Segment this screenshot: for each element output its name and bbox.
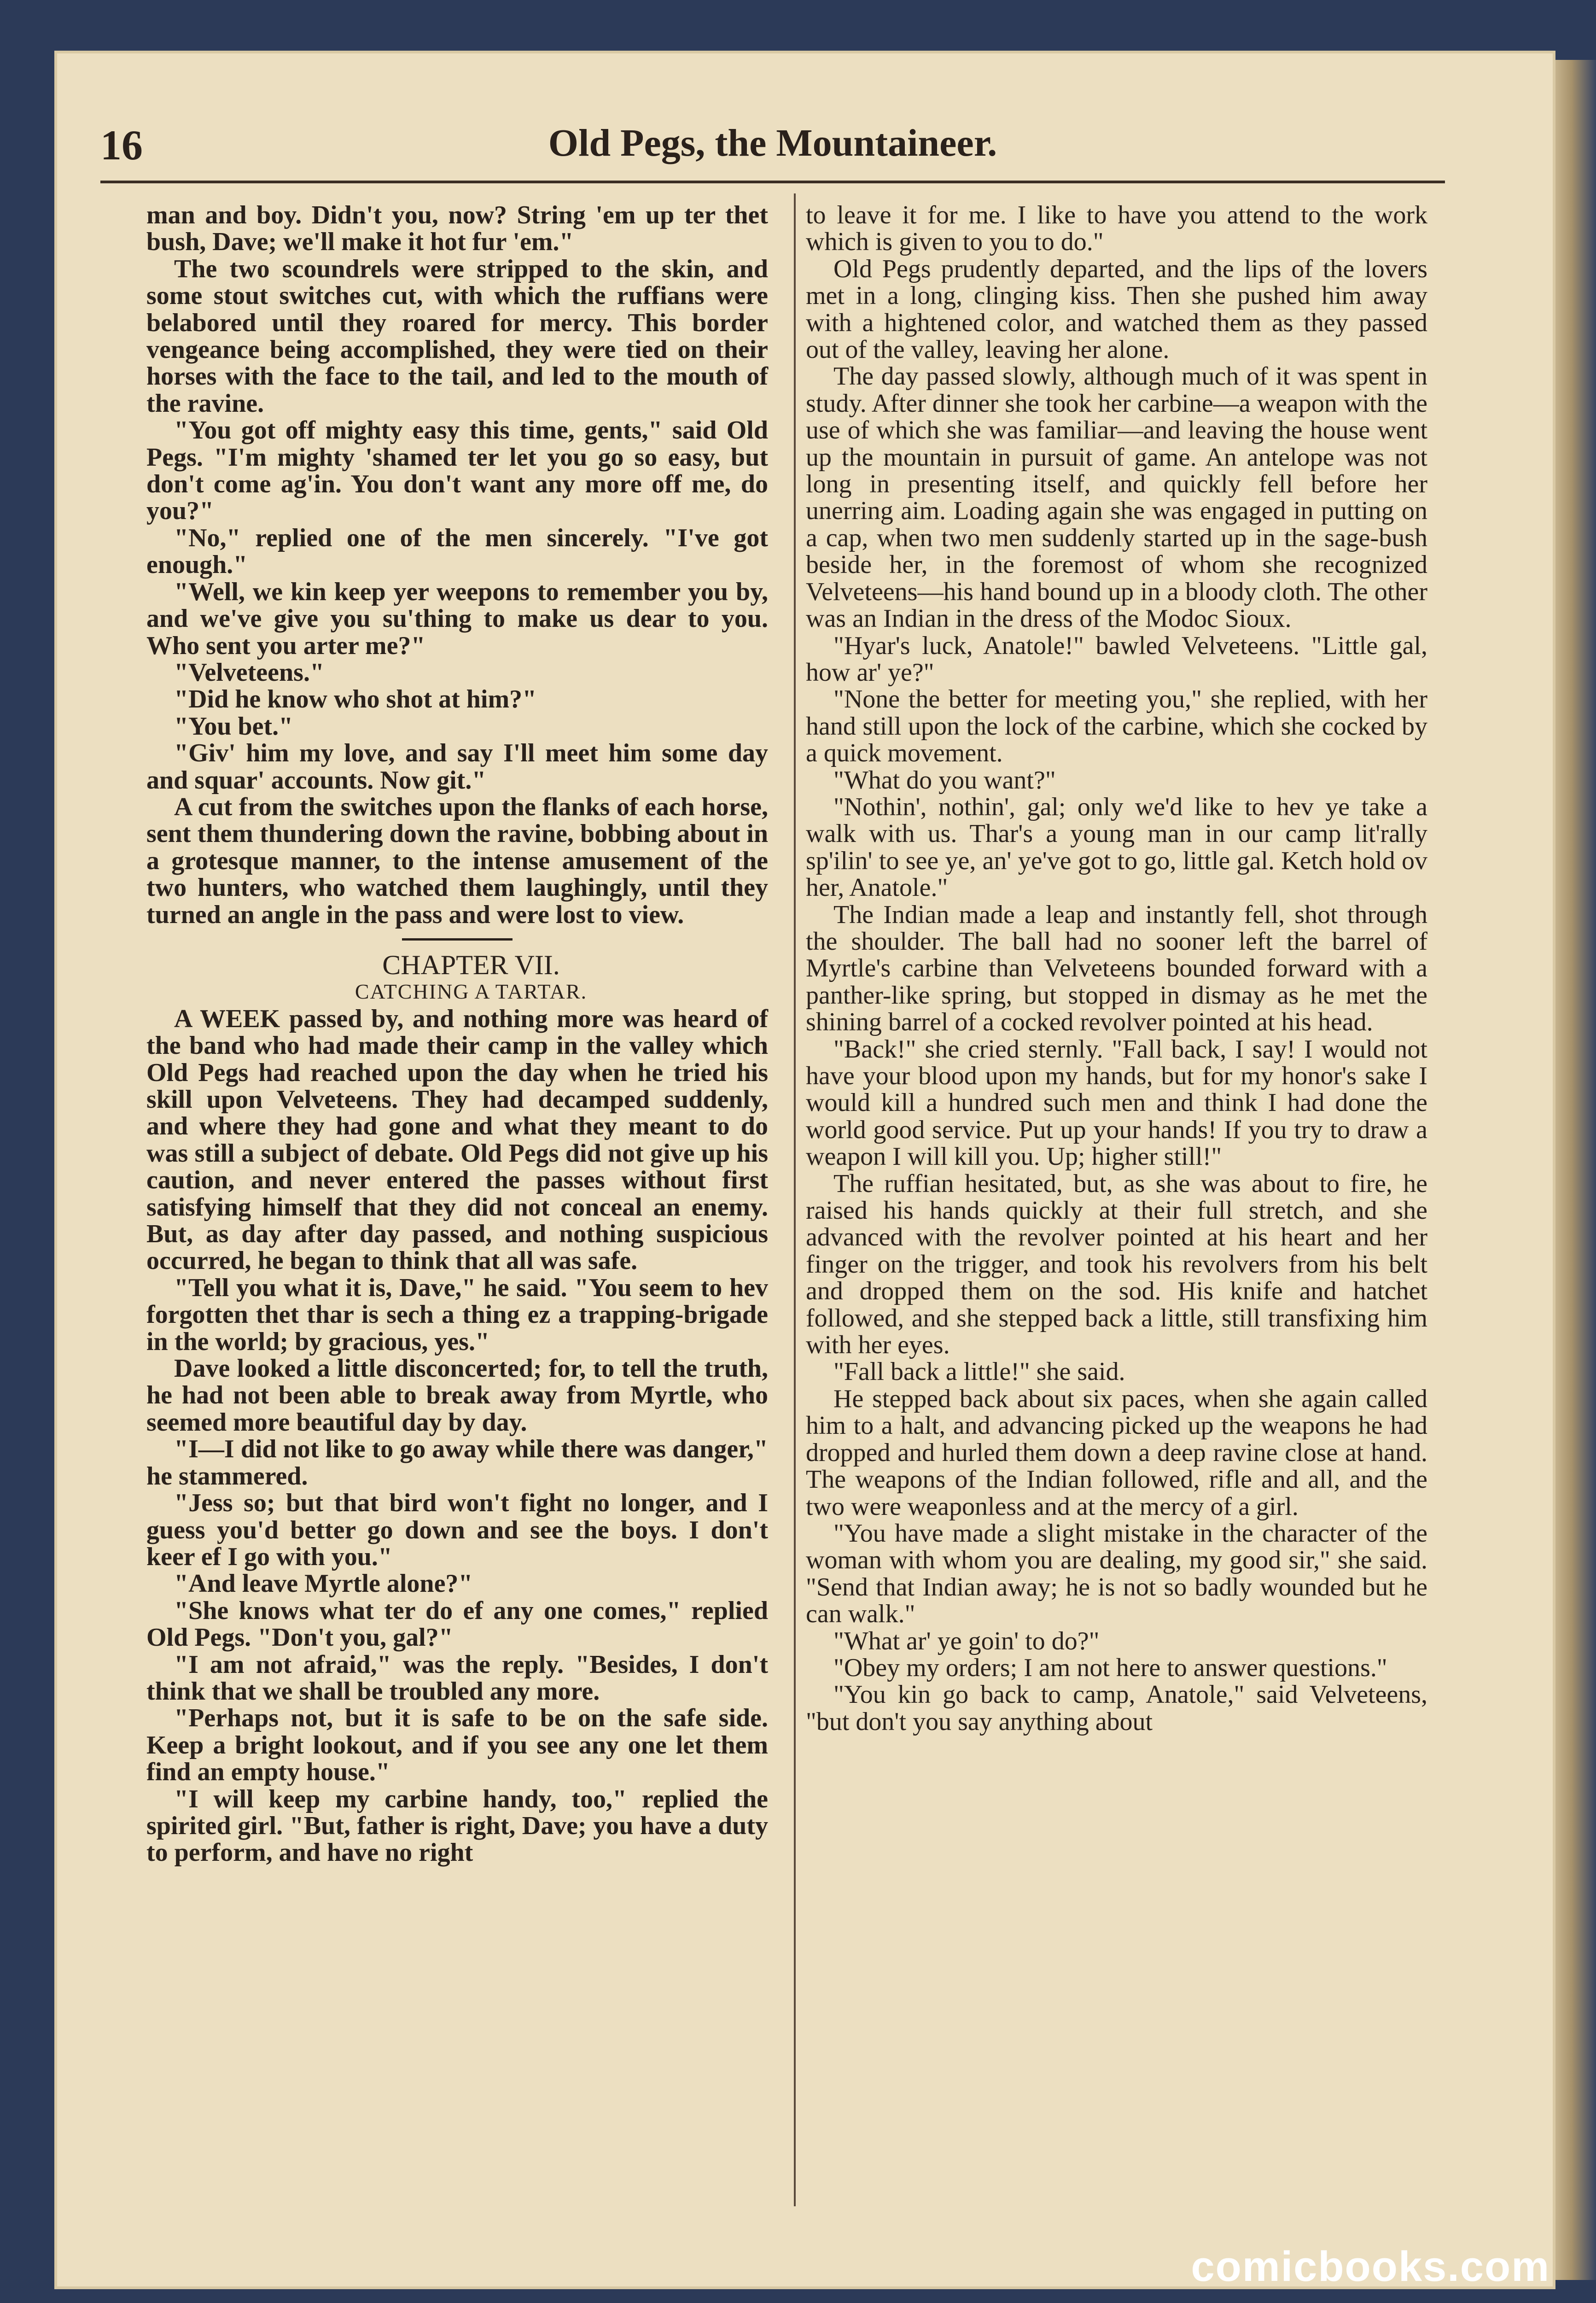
paragraph: "Back!" she cried sternly. "Fall back, I say! I would not have your blood upon my hands, but for my honor's sake I would kill a hundred such men and think I had done the world good service. Put up your hands! If you try to draw a weapon I will kill you. Up; higher still!" <box>806 1035 1427 1171</box>
paragraph: "Giv' him my love, and say I'll meet him some day and squar' accounts. Now git." <box>146 739 768 795</box>
paragraph: "Velveteens." <box>174 658 325 687</box>
paragraph: "Jess so; but that bird won't fight no longer, and I guess you'd better go down and see the boys. I don't keer ef I go with you." <box>146 1489 768 1571</box>
chapter-title: CHAPTER VII. <box>382 949 560 980</box>
paragraph: "You kin go back to camp, Anatole," said Velveteens, "but don't you say anything about <box>806 1680 1427 1736</box>
paragraph: Dave looked a little disconcerted; for, to tell the truth, he had not been able to break away from Myrtle, who seemed more beautiful day by day. <box>146 1354 768 1437</box>
paragraph: "Did he know who shot at him?" <box>174 685 537 714</box>
paragraph: "None the better for meeting you," she replied, with her hand still upon the lock of the carbine, which she cocked by a quick movement. <box>806 685 1427 768</box>
paragraph: "She knows what ter do ef any one comes," replied Old Pegs. "Don't you, gal?" <box>146 1596 768 1652</box>
paragraph: "Obey my orders; I am not here to answer questions." <box>833 1653 1387 1682</box>
paragraph: "Hyar's luck, Anatole!" bawled Velveteens. "Little gal, how ar' ye?" <box>806 631 1427 687</box>
page-header <box>100 121 1445 183</box>
paragraph: He stepped back about six paces, when she again called him to a halt, and advancing picked up the weapons he had dropped and hurled them down a deep ravine close at hand. The weapons of the Indian followed, rifle and all, and the two were weaponless and at the mercy of a girl. <box>806 1384 1427 1521</box>
paragraph: The Indian made a leap and instantly fell, shot through the shoulder. The ball had no sooner left the barrel of Myrtle's carbine than Velveteens bounded forward with a panther-like spring, but stopped in dismay as he met the shining barrel of a cocked revolver pointed at his head. <box>806 900 1427 1037</box>
paragraph: "Fall back a little!" she said. <box>833 1357 1125 1386</box>
paragraph: "What ar' ye goin' to do?" <box>833 1626 1100 1655</box>
paragraph: The day passed slowly, although much of it was spent in study. After dinner she took her carbine—a weapon with the use of which she was familiar—and leaving the house went up the mountain in pursuit of game. An antelope was not long in presenting itself, and quickly fell before her unerring aim. Loading again she was engaged in putting on a cap, when two men suddenly started up in the sage-bush beside her, in the foremost of whom she recognized Velveteens—his hand bound up in a bloody cloth. The other was an Indian in the dress of the Modoc Sioux. <box>806 362 1427 633</box>
chapter-divider <box>402 938 513 941</box>
page-number: 16 <box>100 122 143 169</box>
paragraph: "I am not afraid," was the reply. "Besides, I don't think that we shall be troubled any more. <box>146 1650 768 1706</box>
paragraph: "What do you want?" <box>833 766 1056 795</box>
paragraph: "I—I did not like to go away while there was danger," he stammered. <box>146 1435 768 1491</box>
paragraph: "Perhaps not, but it is safe to be on the safe side. Keep a bright lookout, and if you see any one let them find an empty house." <box>146 1704 768 1787</box>
paragraph: The two scoundrels were stripped to the skin, and some stout switches cut, with which the ruffians were belabored until they roared for mercy. This border vengeance being accomplished, they were tied on their horses with the face to the tail, and led to the mouth of the ravine. <box>146 254 768 418</box>
paragraph: "You have made a slight mistake in the character of the woman with whom you are dealing, my good sir," she said. "Send that Indian away; he is not so badly wounded but he can walk." <box>806 1519 1427 1629</box>
paragraph: "No," replied one of the men sincerely. "I've got enough." <box>146 523 768 579</box>
paragraph: "Nothin', nothin', gal; only we'd like to hev ye take a walk with us. Thar's a young man in our camp lit'rally sp'ilin' to see ye, an' ye've got to go, little gal. Ketch hold ov her, Anatole." <box>806 792 1427 902</box>
paragraph: "You bet." <box>174 712 293 741</box>
paragraph: to leave it for me. I like to have you attend to the work which is given to you to do." <box>806 201 1427 257</box>
right-column <box>806 202 1427 1735</box>
left-column <box>146 202 768 1866</box>
column-divider <box>794 193 796 2206</box>
page-edge <box>1555 60 1596 2280</box>
paragraph: Old Pegs prudently departed, and the lips of the lovers met in a long, clinging kiss. Then she pushed him away with a hightened color, and watched them as they passed out of the valley, leaving her alone. <box>806 254 1427 364</box>
paragraph: "You got off mighty easy this time, gents," said Old Pegs. "I'm mighty 'shamed ter let you go so easy, but don't come ag'in. You don't want any more off me, do you?" <box>146 416 768 526</box>
paragraph: "Tell you what it is, Dave," he said. "You seem to hev forgotten thet thar is sech a thing ez a trapping-brigade in the world; by gracious, yes." <box>146 1273 768 1356</box>
paragraph: "Well, we kin keep yer weepons to remember you by, and we've give you su'thing to make us dear to you. Who sent you arter me?" <box>146 577 768 660</box>
paragraph: A WEEK passed by, and nothing more was heard of the band who had made their camp in the valley which Old Pegs had reached upon the day when he tried his skill upon Velveteens. They had decamped suddenly, and where they had gone and what they meant to do was still a subject of debate. Old Pegs did not give up his caution, and never entered the passes without first satisfying himself that they did not conceal an enemy. But, as day after day passed, and nothing suspicious occurred, he began to think that all was safe. <box>146 1004 768 1275</box>
running-title: Old Pegs, the Mountaineer. <box>548 122 997 164</box>
paragraph: A cut from the switches upon the flanks of each horse, sent them thundering down the ravine, bobbing about in a grotesque manner, to the intense amusement of the two hunters, who watched them laughingly, until they turned an angle in the pass and were lost to view. <box>146 792 768 929</box>
paragraph: "And leave Myrtle alone?" <box>174 1569 473 1598</box>
chapter-subtitle: CATCHING A TARTAR. <box>355 980 588 1004</box>
paragraph: The ruffian hesitated, but, as she was about to fire, he raised his hands quickly at their full stretch, and she advanced with the revolver pointed at his heart and her finger on the trigger, and took his revolvers from his belt and dropped them on the sod. His knife and hatchet followed, and she stepped back a little, still transfixing him with her eyes. <box>806 1169 1427 1360</box>
paragraph: "I will keep my carbine handy, too," replied the spirited girl. "But, father is right, Dave; you have a duty to perform, and have no right <box>146 1784 768 1867</box>
paragraph: man and boy. Didn't you, now? String 'em up ter thet bush, Dave; we'll make it hot fur 'em." <box>146 201 768 257</box>
watermark: comicbooks.com <box>1191 2243 1550 2290</box>
